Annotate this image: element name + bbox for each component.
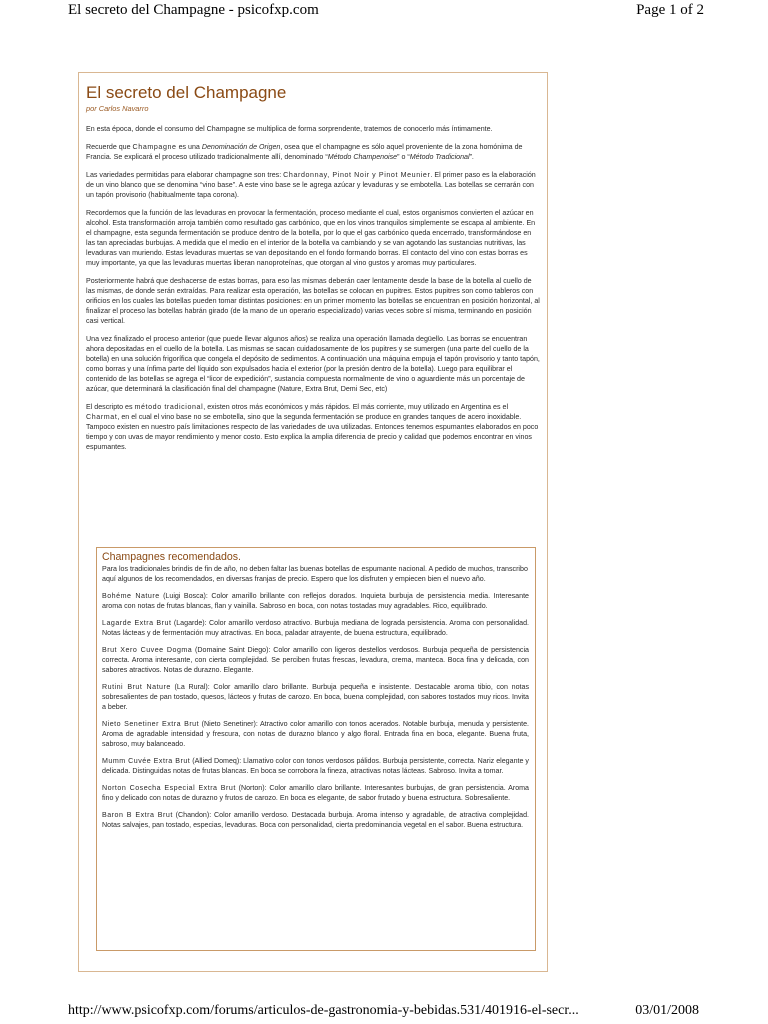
recommendations-intro: Para los tradicionales brindis de fin de año, no deben faltar las buenas botellas de espumante nacional. A pedido de muchos, transcribo aquí algunos de los recomendados, en diversas franjas de precio. Espero que los disfruten y empiecen bien el nuevo año.	[102, 565, 528, 583]
text-run: método tradicional	[134, 403, 204, 411]
print-footer-date: 03/01/2008	[635, 1003, 699, 1018]
recommendations-title: Champagnes recomendados.	[102, 551, 241, 563]
article-content	[86, 83, 542, 460]
recommendation-name: Lagarde Extra Brut	[102, 619, 172, 627]
recommendation-name: Brut Xero Cuvee Dogma	[102, 646, 193, 654]
text-run: Chardonnay, Pinot Noir y Pinot Meunier	[283, 171, 431, 179]
recommendation-desc: (Luigi Bosca): Color amarillo brillante con reflejos dorados. Inquieta burbuja de persistencia media. Interesante aroma con notas de frutas blancas, flan y vainilla. Sabroso en boca, con notas tostadas muy agradables. Rico, equilibrado.	[102, 592, 529, 610]
recommendations-box	[96, 547, 536, 951]
text-run: , existen otros más económicos y más rápidos. El más corriente, muy utilizado en Argentina es el	[203, 403, 509, 411]
recommendation-item	[102, 618, 529, 638]
print-header-title: El secreto del Champagne - psicofxp.com	[68, 2, 319, 18]
text-run: , osea que el champagne es sólo aquel proveniente de la zona homónima de Francia. Se explicará el proceso utilizado tradicionalmente allí, denominado “	[86, 143, 523, 161]
text-run: Método Champenoise	[327, 153, 398, 161]
print-header	[0, 0, 768, 26]
recommendation-desc: (Norton): Color amarillo claro brillante. Interesantes burbujas, de gran persistencia. Aroma fino y delicado con notas de durazno y frutos de carozo. En boca es elegante, de sabor frutado y buena estructura. Sobresaliente.	[102, 784, 529, 802]
paragraph-intro: En esta época, donde el consumo del Champagne se multiplica de forma sorprendente, tratemos de conocerlo más íntimamente.	[86, 125, 493, 133]
article-box	[78, 72, 548, 972]
recommendation-desc: (Allied Domeq): Llamativo color con tonos verdosos pálidos. Burbuja persistente, correcta. Nariz elegante y delicada. Distinguidas notas de frutas blancas. En boca se corrobora la fineza, atractivas notas lácteas. Sabroso. Invita a tomar.	[102, 757, 529, 775]
text-run: Champagne	[132, 143, 177, 151]
print-footer	[0, 1003, 768, 1023]
recommendation-name: Nieto Senetiner Extra Brut	[102, 720, 200, 728]
paragraph-pupitres: Posteriormente habrá que deshacerse de estas borras, para eso las mismas deberán caer lentamente desde la base de la botella al cuello de las mismas, de donde serán extraídas. Para realizar esta operación, las botellas se colocan en pupitres. Estos pupitres son como tableros con orificios en los cuales las botellas pueden tomar distintas posiciones: en un primer momento las botellas se encuentran en posición horizontal, al finalizar el proceso las botellas habrán girado (de la mano de un operario especializado) varias veces sobre sí misma, terminando en posición casi vertical.	[86, 277, 540, 325]
recommendation-desc: (Lagarde): Color amarillo verdoso atractivo. Burbuja mediana de lograda persistencia. Aroma con personalidad. Notas lácteas y de fermentación muy atractivas. En boca, paladar atrayente, de buena estructura, equilibrado.	[102, 619, 530, 637]
text-run: Charmat	[86, 413, 118, 421]
text-run: Denominación de Origen	[201, 143, 281, 151]
text-run: , en el cual el vino base no se embotella, sino que la segunda fermentación se produce en grandes tanques de acero inoxidable. Tampoco existen en nuestro país limitaciones respecto de las variedades de uva utilizadas. Entonces tenemos espumantes elaborados en poco tiempo y con uvas de mayor rendimiento y menor costo. Esto explica la amplia diferencia de precio y calidad que podemos encontrar en vinos espumantes.	[86, 413, 539, 451]
recommendation-name: Norton Cosecha Especial Extra Brut	[102, 784, 236, 792]
text-run: ”.	[469, 153, 474, 161]
recommendation-item	[102, 810, 529, 830]
print-footer-url[interactable]: http://www.psicofxp.com/forums/articulos-de-gastronomia-y-bebidas.531/401916-el-secr...	[68, 1003, 579, 1018]
print-header-page: Page 1 of 2	[636, 2, 704, 18]
recommendation-item	[102, 682, 529, 712]
recommendation-desc: (Chandon): Color amarillo verdoso. Destacada burbuja. Aroma intenso y agradable, de atractiva complejidad. Notas salvajes, pan tostado, especias, levaduras. Boca con personalidad, cierta predominancia vegetal en el sabor. Buena estructura.	[102, 811, 529, 829]
paragraph-levaduras: Recordemos que la función de las levaduras en provocar la fermentación, proceso mediante el cual, estos organismos convierten el azúcar en alcohol. Esta transformación arroja también como resultado gas carbónico, que en los vinos tranquilos simplemente se escapa al ambiente. En el champagne, esta segunda fermentación se produce dentro de la botella, por lo que el gas carbónico queda encerrado, transformándose en las tan apreciadas burbujas. A medida que el medio en el interior de la botella va cambiando y se van agotando las sustancias nutritivas, las levaduras van muriendo. Estas levaduras muertas se van depositando en el fondo formando borras. El contacto del vino con estas borras es muy importante, ya que las levaduras muertas liberan nanoproteínas, que otorgan al vino gustos y aromas muy particulares.	[86, 209, 536, 267]
recommendation-item	[102, 783, 529, 803]
article-byline: por Carlos Navarro	[86, 104, 149, 113]
paragraph-variedades	[86, 170, 542, 200]
paragraph-deguello: Una vez finalizado el proceso anterior (que puede llevar algunos años) se realiza una operación llamada degüello. Las borras se encuentran ahora depositadas en el cuello de la botella. Las mismas se sacan cuidadosamente de los pupitres y se sumergen (una parte del cuello de la botella) en una solución frigorífica que congela el depósito de sedimentos. A continuación una máquina empuja el tapón provisorio y tanto tapón, como borras y una ínfima parte del líquido son expulsados hacia el exterior (por la presión dentro de la botella). Luego para equilibrar el contenido de las botellas se agrega el “licor de expedición”, sustancia compuesta normalmente de vino o aguardiente más un porcentaje de azúcar, que determinará la clasificación final del champagne (Nature, Extra Brut, Demi Sec, etc)	[86, 335, 540, 393]
recommendation-name: Rutini Brut Nature	[102, 683, 171, 691]
recommendation-item	[102, 756, 529, 776]
text-run: El descripto es	[86, 403, 135, 411]
text-run: . El primer paso es la elaboración de un vino blanco que se denomina “vino base”. A este vino base se le agrega azúcar y levaduras y se embotella. Las botellas se cerrarán con un tapón provisorio (habitualmente tapa corona).	[86, 171, 536, 199]
text-run: Las variedades permitidas para elaborar champagne son tres:	[86, 171, 284, 179]
recommendation-name: Baron B Extra Brut	[102, 811, 173, 819]
recommendation-item	[102, 719, 529, 749]
article-title: El secreto del Champagne	[86, 83, 287, 102]
recommendation-name: Bohéme Nature	[102, 592, 160, 600]
recommendation-item	[102, 645, 529, 675]
recommendation-desc: (Domaine Saint Diego): Color amarillo con ligeros destellos verdosos. Burbuja pequeña de persistencia correcta. Aroma interesante, con cierta complejidad. Se perciben frutas frescas, levadura, crema, manteca. Boca fina y delicada, con sabores atractivos. Notas de durazno. Elegante.	[102, 646, 530, 674]
text-run: ” o “	[397, 153, 410, 161]
paragraph-metodos	[86, 402, 542, 452]
text-run: Recuerde que	[86, 143, 133, 151]
text-run: Método Tradicional	[409, 153, 470, 161]
recommendation-desc: (Nieto Senetiner): Atractivo color amarillo con tonos acerados. Notable burbuja, menuda y persistente. Aroma de agradable intensidad y frescura, con notas de durazno blanco y algo floral. Entrada fina en boca, elegante. Buena fruta, sabroso, muy balanceado.	[102, 720, 530, 748]
text-run: es una	[176, 143, 202, 151]
recommendation-desc: (La Rural): Color amarillo claro brillante. Burbuja pequeña e insistente. Destacable aroma tibio, con notas sobresalientes de pan tostado, quesos, lácteos y frutas de carozo. En boca, buena complejidad, con sabores tostados muy ricos. Invita a beber.	[102, 683, 529, 711]
recommendation-name: Mumm Cuvée Extra Brut	[102, 757, 191, 765]
paragraph-denominacion	[86, 142, 542, 162]
recommendation-item	[102, 591, 529, 611]
